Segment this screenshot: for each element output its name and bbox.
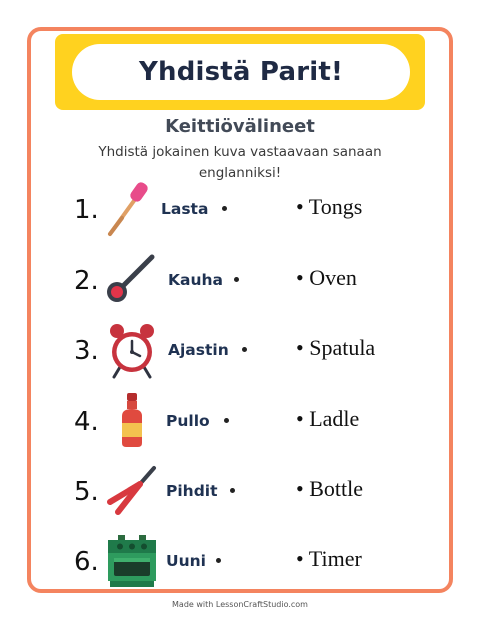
tongs-icon	[102, 462, 162, 522]
match-dot-left[interactable]	[222, 206, 227, 211]
page-title: Yhdistä Parit!	[138, 57, 344, 87]
match-row-4	[0, 392, 480, 462]
item-number: 5.	[74, 477, 99, 507]
title-pill	[72, 44, 410, 100]
english-word[interactable]: • Bottle	[296, 476, 363, 501]
match-dot-left[interactable]	[234, 277, 239, 282]
english-word[interactable]: • Ladle	[296, 406, 360, 431]
finnish-word: Lasta	[161, 200, 209, 218]
item-number: 3.	[74, 336, 99, 366]
finnish-word: Pihdit	[166, 482, 218, 500]
alarm-clock-icon	[102, 321, 162, 381]
match-row-1	[0, 180, 480, 250]
oven-icon	[102, 532, 162, 592]
match-dot-left[interactable]	[224, 418, 229, 423]
match-row-6	[0, 532, 480, 602]
item-number: 1.	[74, 195, 99, 225]
finnish-word: Pullo	[166, 412, 210, 430]
english-word[interactable]: • Timer	[296, 546, 362, 571]
instructions	[70, 142, 410, 184]
ladle-icon	[102, 251, 162, 311]
match-row-3	[0, 321, 480, 391]
english-word[interactable]: • Oven	[296, 265, 357, 290]
english-word[interactable]: • Spatula	[296, 335, 376, 360]
match-row-2	[0, 251, 480, 321]
instructions-line-1: Yhdistä jokainen kuva vastaavaan sanaan	[98, 144, 382, 160]
item-number: 4.	[74, 407, 99, 437]
bottle-icon	[102, 392, 162, 452]
finnish-word: Ajastin	[168, 341, 229, 359]
match-dot-left[interactable]	[230, 488, 235, 493]
item-number: 2.	[74, 266, 99, 296]
spatula-icon	[102, 180, 162, 240]
match-row-5	[0, 462, 480, 532]
footer-credit: Made with LessonCraftStudio.com	[172, 600, 308, 609]
finnish-word: Kauha	[168, 271, 223, 289]
finnish-word: Uuni	[166, 552, 206, 570]
item-number: 6.	[74, 547, 99, 577]
english-word[interactable]: • Tongs	[296, 194, 363, 219]
match-dot-left[interactable]	[216, 558, 221, 563]
instructions-line-2: englanniksi!	[198, 165, 282, 181]
match-dot-left[interactable]	[242, 347, 247, 352]
page-subtitle: Keittiövälineet	[165, 116, 315, 137]
